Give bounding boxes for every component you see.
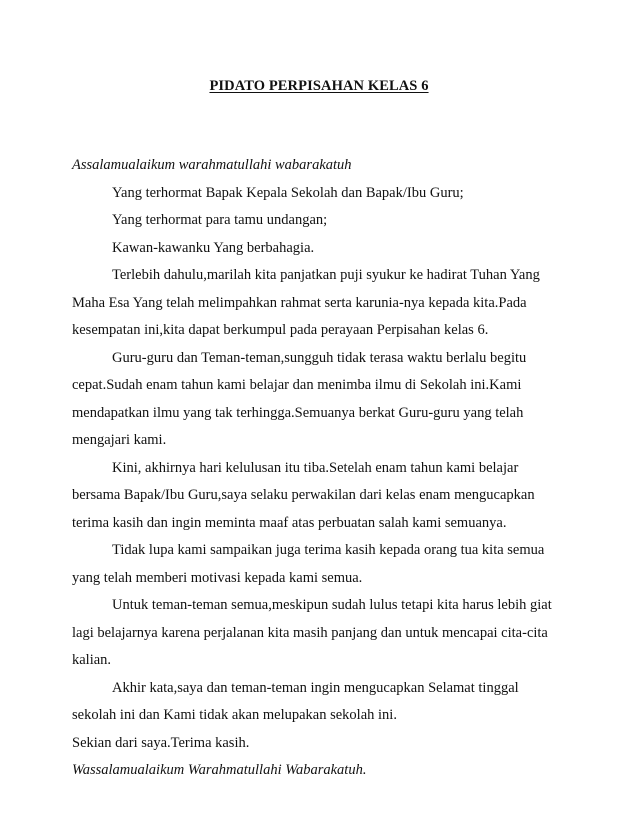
document-line: Sekian dari saya.Terima kasih. (72, 734, 250, 751)
document-line: bersama Bapak/Ibu Guru,saya selaku perwakilan dari kelas enam mengucapkan (72, 487, 535, 503)
document-line: Kawan-kawanku Yang berbahagia. (112, 239, 315, 256)
document-line: Wassalamualaikum Warahmatullahi Wabarakatuh. (72, 762, 367, 778)
document-line: sekolah ini dan Kami tidak akan melupakan sekolah ini. (72, 707, 397, 723)
document-line: Yang terhormat Bapak Kepala Sekolah dan Bapak/Ibu Guru; (112, 184, 464, 201)
document-line: Maha Esa Yang telah melimpahkan rahmat serta karunia-nya kepada kita.Pada (72, 294, 527, 311)
document-line: terima kasih dan ingin meminta maaf atas perbuatan salah kami semuanya. (72, 514, 507, 531)
document-line: Tidak lupa kami sampaikan juga terima kasih kepada orang tua kita semua (112, 542, 545, 558)
document-line: Yang terhormat para tamu undangan; (112, 212, 328, 228)
document-title: PIDATO PERPISAHAN KELAS 6 (209, 78, 429, 94)
document-line: mengajari kami. (72, 432, 167, 448)
document-line: Untuk teman-teman semua,meskipun sudah lulus tetapi kita harus lebih giat (112, 597, 552, 613)
document-line: kalian. (72, 652, 112, 668)
document-line: Akhir kata,saya dan teman-teman ingin mengucapkan Selamat tinggal (112, 679, 519, 696)
document-line: mendapatkan ilmu yang tak terhingga.Semuanya berkat Guru-guru yang telah (72, 404, 524, 421)
document-line: lagi belajarnya karena perjalanan kita masih panjang dan untuk mencapai cita-cita (72, 624, 548, 641)
document-line: Assalamualaikum warahmatullahi wabarakatuh (72, 157, 352, 173)
document-line: cepat.Sudah enam tahun kami belajar dan menimba ilmu di Sekolah ini.Kami (72, 377, 522, 393)
document-body (72, 152, 568, 785)
document-line: yang telah memberi motivasi kepada kami semua. (72, 569, 363, 586)
document-line: kesempatan ini,kita dapat berkumpul pada perayaan Perpisahan kelas 6. (72, 322, 489, 338)
document-line: Terlebih dahulu,marilah kita panjatkan puji syukur ke hadirat Tuhan Yang (112, 267, 540, 283)
document-line: Guru-guru dan Teman-teman,sungguh tidak terasa waktu berlalu begitu (112, 349, 527, 366)
document-line: Kini, akhirnya hari kelulusan itu tiba.Setelah enam tahun kami belajar (112, 459, 519, 476)
